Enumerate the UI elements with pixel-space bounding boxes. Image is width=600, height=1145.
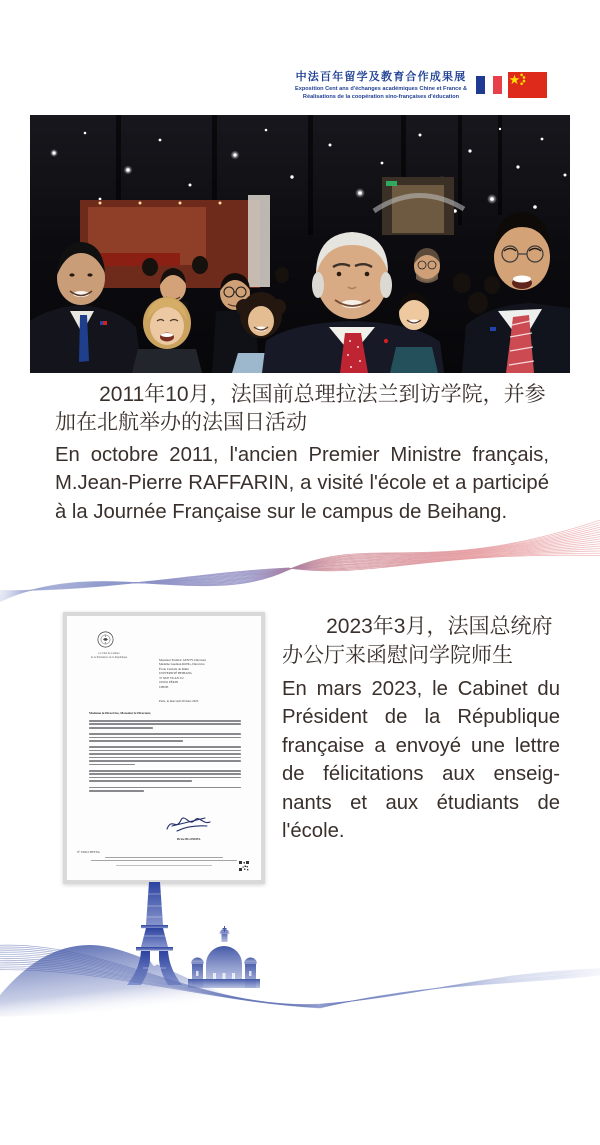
caption-2023-fr: En mars 2023, le Cabinet du Président de la République française a envoyé une lettre de félicitations aux enseignants et aux étudiants de l'école.: [282, 678, 560, 843]
letter-recipient-line: 100191 PÉKIN: [159, 680, 179, 685]
sender-title-line-2: de la Présidence de la République: [90, 656, 128, 660]
letter-reference: N° PDR/CHEF/PA: [77, 850, 100, 854]
qr-code-icon: [239, 861, 249, 871]
letter-salutation: Madame la Directrice, Monsieur le Directeur,: [89, 711, 151, 715]
exhibition-subtitle-fr: [293, 86, 469, 101]
letter-document: [63, 612, 265, 884]
letter-signer-name: Brice BLONDEL: [177, 837, 201, 841]
caption-2023-zh: 2023年3月，法国总统府办公厅来函慰问学院师生: [282, 615, 553, 667]
caption-2011-fr: En octobre 2011, l'ancien Premier Ministre français, M.Jean-Pierre RAFFARIN, a visité l'école et a participé à la Journée Française sur le campus de Beihang.: [55, 444, 549, 523]
subtitle-line-2: Réalisations de la coopération sino-françaises d'éducation: [302, 93, 460, 100]
bottom-decoration: [0, 876, 600, 1026]
letter-recipient-line: Monsieur Frédéric GENTY, Directeur: [159, 658, 207, 662]
china-flag-icon: [508, 72, 547, 98]
letter-sender-title: [73, 652, 145, 660]
sacre-coeur-icon: [188, 926, 260, 988]
person-bearded-man: [414, 248, 440, 283]
letter-footer-lines: [67, 857, 261, 866]
signature-icon: [163, 813, 215, 837]
caption-2011-zh: 2011年10月，法国前总理拉法兰到访学院，并参加在北航举办的法国日活动: [55, 383, 546, 434]
letter-body: [89, 720, 241, 796]
flags: [476, 72, 547, 98]
letter-paragraph: [89, 770, 241, 782]
header: [293, 68, 553, 101]
exhibition-title-zh: 中法百年留学及教育合作成果展: [295, 71, 467, 83]
letter-recipient-line: Madame Guoman RONG, Directrice: [159, 662, 205, 667]
letter-paper: [67, 616, 261, 880]
letter-recipient-line: 37 XUE YUAN LU: [159, 675, 184, 680]
letter-paragraph: [89, 746, 241, 765]
letter-paragraph: [89, 720, 241, 729]
letter-recipient-line: École Centrale de Pékin: [159, 666, 189, 671]
subtitle-line-1: Exposition Cent ans d'échanges académiques Chine et France &: [295, 86, 467, 92]
letter-recipient-line: UNIVERSITÉ BEIHANG: [159, 671, 192, 676]
letter-recipient-block: [159, 658, 206, 689]
letter-paragraph: [89, 733, 241, 742]
presidential-seal-icon: [97, 631, 114, 648]
letter-recipient-line: CHINE: [159, 684, 169, 689]
sender-title-line-1: Le Chef de Cabinet: [98, 652, 120, 655]
france-flag-icon: [476, 76, 502, 94]
header-text: [293, 68, 469, 101]
letter-date: Paris, le mercredi 29 mars 2023: [159, 699, 199, 703]
group-photo: [30, 115, 570, 373]
letter-paragraph: [89, 787, 241, 792]
wave-separator: [0, 520, 600, 620]
